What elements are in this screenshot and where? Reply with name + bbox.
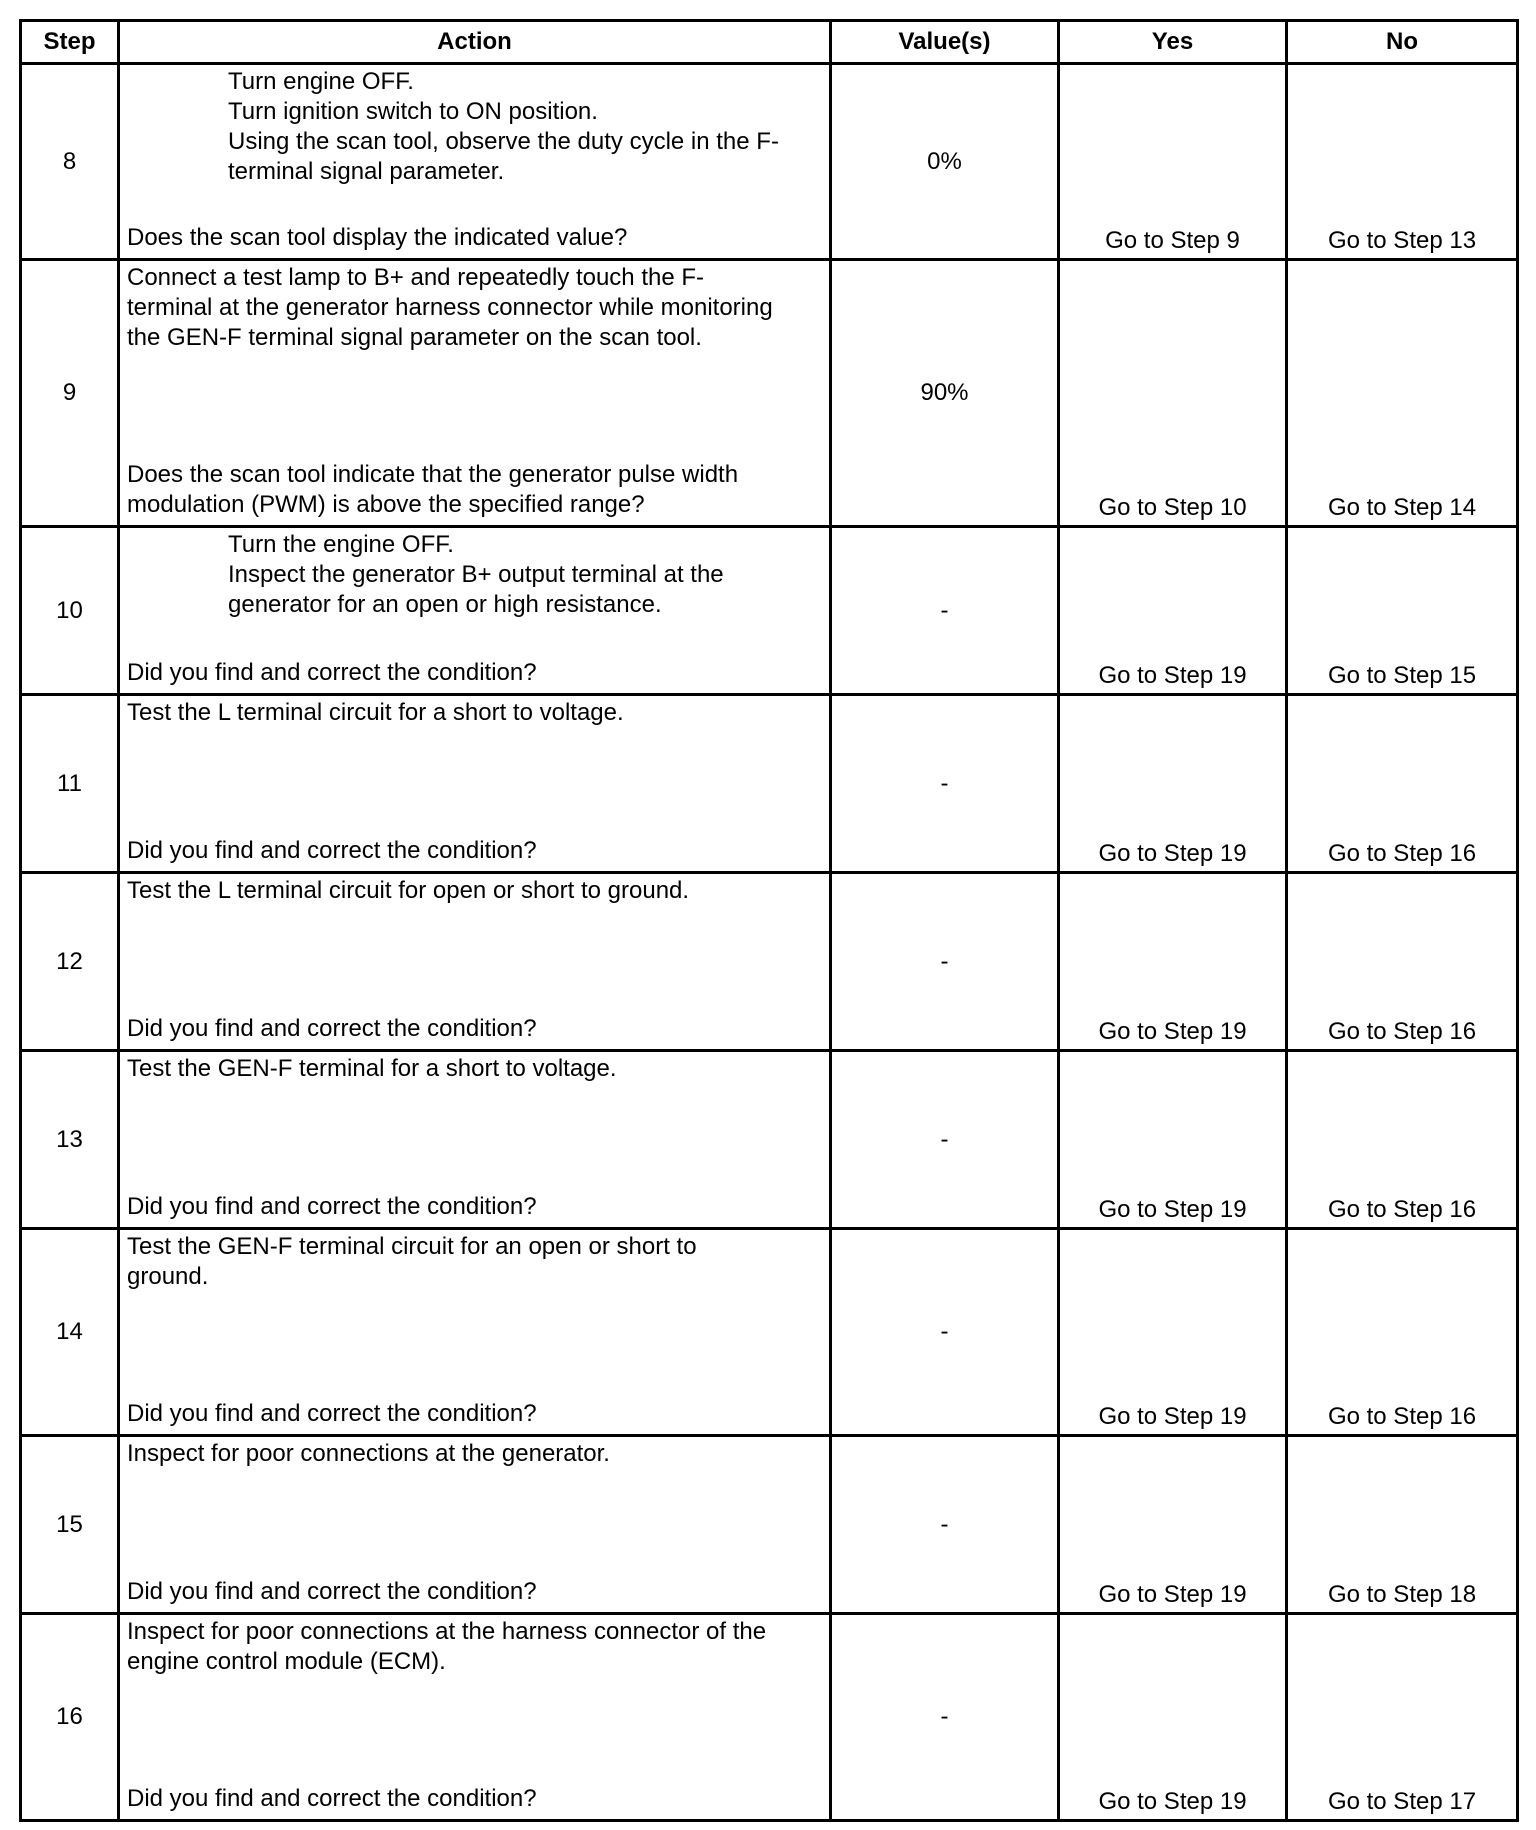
action-instructions xyxy=(120,528,829,620)
action-question: Did you find and correct the condition? xyxy=(127,1578,537,1605)
yes-goto: Go to Step 19 xyxy=(1098,1018,1247,1045)
yes-goto: Go to Step 19 xyxy=(1098,1581,1247,1608)
yes-cell xyxy=(1059,64,1287,260)
action-instructions xyxy=(120,1615,829,1677)
action-question: Did you find and correct the condition? xyxy=(127,659,537,686)
table-row xyxy=(21,1051,1518,1229)
yes-cell xyxy=(1059,1614,1287,1821)
value-cell: 90% xyxy=(831,260,1059,527)
table-row xyxy=(21,695,1518,873)
value-cell: - xyxy=(831,1051,1059,1229)
value-cell: - xyxy=(831,695,1059,873)
yes-cell xyxy=(1059,1229,1287,1436)
header-action: Action xyxy=(119,21,831,64)
no-cell xyxy=(1287,64,1518,260)
yes-goto: Go to Step 19 xyxy=(1098,840,1247,867)
no-cell xyxy=(1287,1229,1518,1436)
value-cell: - xyxy=(831,873,1059,1051)
action-question: Does the scan tool indicate that the generator pulse width modulation (PWM) is above the specified range? xyxy=(127,461,739,518)
no-goto: Go to Step 14 xyxy=(1327,494,1477,521)
yes-goto: Go to Step 19 xyxy=(1098,1788,1247,1815)
yes-goto: Go to Step 9 xyxy=(1105,227,1240,254)
instruction-line: Turn the engine OFF. xyxy=(228,531,454,558)
no-cell xyxy=(1287,695,1518,873)
action-cell xyxy=(119,64,831,260)
instruction-line: Test the GEN-F terminal circuit for an open or short to ground. xyxy=(127,1233,697,1290)
no-goto: Go to Step 17 xyxy=(1327,1788,1477,1815)
header-row xyxy=(21,21,1518,64)
action-cell xyxy=(119,1436,831,1614)
value-cell: - xyxy=(831,1229,1059,1436)
table-row xyxy=(21,527,1518,695)
diagnostic-table xyxy=(19,19,1519,1822)
step-number: 15 xyxy=(21,1436,119,1614)
no-cell xyxy=(1287,1614,1518,1821)
step-number: 10 xyxy=(21,527,119,695)
step-number: 12 xyxy=(21,873,119,1051)
step-number: 16 xyxy=(21,1614,119,1821)
action-instructions xyxy=(120,1052,829,1084)
no-cell xyxy=(1287,260,1518,527)
no-cell xyxy=(1287,1051,1518,1229)
yes-cell xyxy=(1059,695,1287,873)
action-cell xyxy=(119,1051,831,1229)
no-goto: Go to Step 15 xyxy=(1327,662,1477,689)
no-goto: Go to Step 16 xyxy=(1327,840,1477,867)
yes-cell xyxy=(1059,260,1287,527)
instruction-line: Using the scan tool, observe the duty cycle in the F- terminal signal parameter. xyxy=(228,128,779,185)
action-instructions xyxy=(120,1437,829,1469)
yes-cell xyxy=(1059,527,1287,695)
no-cell xyxy=(1287,1436,1518,1614)
no-cell xyxy=(1287,873,1518,1051)
table-row xyxy=(21,1614,1518,1821)
yes-goto: Go to Step 19 xyxy=(1098,1403,1247,1430)
no-goto: Go to Step 16 xyxy=(1327,1196,1477,1223)
action-instructions xyxy=(120,1230,829,1292)
yes-cell xyxy=(1059,1436,1287,1614)
value-cell: - xyxy=(831,1614,1059,1821)
instruction-line: Test the L terminal circuit for open or short to ground. xyxy=(127,877,690,904)
header-yes: Yes xyxy=(1059,21,1287,64)
action-question: Did you find and correct the condition? xyxy=(127,1193,537,1220)
action-cell xyxy=(119,527,831,695)
instruction-line: Test the GEN-F terminal for a short to voltage. xyxy=(127,1055,617,1082)
action-question: Did you find and correct the condition? xyxy=(127,837,537,864)
header-no: No xyxy=(1287,21,1518,64)
table-row xyxy=(21,873,1518,1051)
value-cell: - xyxy=(831,1436,1059,1614)
action-instructions xyxy=(120,65,829,187)
step-number: 11 xyxy=(21,695,119,873)
instruction-line: Turn ignition switch to ON position. xyxy=(228,98,598,125)
instruction-line: Inspect for poor connections at the harness connector of the engine control module (ECM). xyxy=(127,1618,767,1675)
step-number: 14 xyxy=(21,1229,119,1436)
instruction-line: Inspect the generator B+ output terminal at the generator for an open or high resistance. xyxy=(228,561,724,618)
instruction-line: Turn engine OFF. xyxy=(228,68,414,95)
action-question: Did you find and correct the condition? xyxy=(127,1785,537,1812)
action-cell xyxy=(119,695,831,873)
instruction-line: Inspect for poor connections at the generator. xyxy=(127,1440,610,1467)
yes-goto: Go to Step 19 xyxy=(1098,662,1247,689)
no-cell xyxy=(1287,527,1518,695)
no-goto: Go to Step 16 xyxy=(1327,1403,1477,1430)
step-number: 8 xyxy=(21,64,119,260)
value-cell: - xyxy=(831,527,1059,695)
header-step: Step xyxy=(21,21,119,64)
value-cell: 0% xyxy=(831,64,1059,260)
yes-goto: Go to Step 10 xyxy=(1098,494,1247,521)
no-goto: Go to Step 16 xyxy=(1327,1018,1477,1045)
instruction-line: Connect a test lamp to B+ and repeatedly touch the F- terminal at the generator harness connector while monitoring the GEN-F terminal signal parameter on the scan tool. xyxy=(127,264,773,351)
no-goto: Go to Step 18 xyxy=(1327,1581,1477,1608)
action-question: Did you find and correct the condition? xyxy=(127,1400,537,1427)
action-instructions xyxy=(120,261,829,353)
table-row xyxy=(21,64,1518,260)
action-question: Does the scan tool display the indicated value? xyxy=(127,224,628,251)
yes-cell xyxy=(1059,1051,1287,1229)
action-instructions xyxy=(120,696,829,728)
action-cell xyxy=(119,260,831,527)
yes-cell xyxy=(1059,873,1287,1051)
table-row xyxy=(21,260,1518,527)
action-cell xyxy=(119,873,831,1051)
step-number: 9 xyxy=(21,260,119,527)
table-row xyxy=(21,1229,1518,1436)
table-row xyxy=(21,1436,1518,1614)
action-cell xyxy=(119,1229,831,1436)
action-instructions xyxy=(120,874,829,906)
yes-goto: Go to Step 19 xyxy=(1098,1196,1247,1223)
action-question: Did you find and correct the condition? xyxy=(127,1015,537,1042)
step-number: 13 xyxy=(21,1051,119,1229)
header-values: Value(s) xyxy=(831,21,1059,64)
instruction-line: Test the L terminal circuit for a short to voltage. xyxy=(127,699,624,726)
action-cell xyxy=(119,1614,831,1821)
no-goto: Go to Step 13 xyxy=(1327,227,1477,254)
